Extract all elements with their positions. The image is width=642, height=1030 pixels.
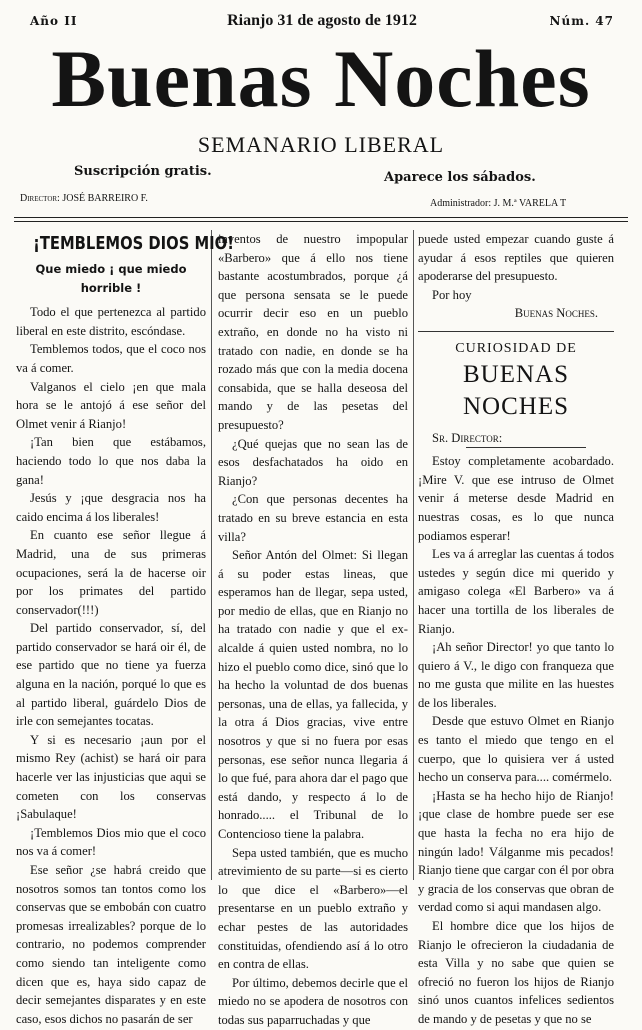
paragraph: Ese señor ¿se habrá creido que nosotros somos tan tontos como los conservas que se embobán con cuatro promesas irrealizables? porque de lo contrario, no podemos comprender como siendo tan inteligente como dicen que es, haya sido capaz de decir semejantes disparates y en este caso, esos dichos no pasarán de ser	[16, 863, 206, 1026]
newspaper-title: Buenas Noches	[51, 33, 591, 124]
header-rule-thin	[14, 221, 628, 222]
paragraph: Les va á arreglar las cuentas á todos ustedes y según dice mi querido y amigaso colega «El Barbero» va á hacer una tortilla de los liberales de Rianjo.	[418, 547, 614, 636]
column-2	[218, 230, 408, 1030]
paragraph: Estoy completamente acobardado. ¡Mire V. que ese intruso de Olmet venir á meterse desde Madrid en nuestras cosas, es lo que nunca podiamos esperar!	[418, 454, 614, 543]
article-headline: ¡TEMBLEMOS DIOS MIO!	[33, 233, 234, 254]
paragraph: En cuanto ese señor llegue á Madrid, una de sus primeras ocupaciones, será la de hacerse oir por los primates del partido conservador(!!!)	[16, 528, 206, 617]
paragraph: inventos de nuestro impopular «Barbero» que á ello nos tiene bastante acostumbrados, porque ¿á que persona sensata se le puede ocurrir decir eso en un pueblo extraño, en donde no ha visto ni tratado con nadie, en donde se ha rozado más que con la media docena consabida, que se halla deseosa del mando y de las pesetas del presupuesto?	[218, 232, 408, 432]
paragraph: puede usted empezar cuando guste á ayudar á esos reptiles que quieren apoderarse del presupuesto.	[418, 232, 614, 284]
paragraph: Por último, debemos decirle que el miedo no se apodera de nosotros con todas sus paparruchadas y que	[218, 975, 408, 1027]
signature: Buenas Noches.	[514, 306, 598, 321]
column-divider	[211, 230, 212, 880]
paragraph: El hombre dice que los hijos de Rianjo le ofrecieron la ciudadania de esta Villa y no sabe que quien se ofreció no fueron los hijos de Rianjo sinó unos cuantos infelices sedientos de mando y de pesetas y que no se	[418, 919, 614, 1026]
newspaper-subtitle: SEMANARIO LIBERAL	[197, 132, 445, 157]
paragraph: Del partido conservador, sí, del partido conservador se hará oir él, de ese partido que no tiene ya fuerza alguna en la nación, porqué lo que es al partido liberal, guárdelo Dios de irle con semejantes tocatas.	[16, 621, 206, 729]
paragraph: ¡Temblemos Dios mio que el coco nos va á comer!	[16, 825, 206, 859]
administrator-line: Administrador: J. M.ª VARELA T	[430, 198, 567, 209]
paragraph: Todo el que pertenezca al partido liberal en este distrito, escóndase.	[16, 305, 206, 338]
issue-year: Año II	[30, 14, 78, 28]
column-1	[16, 230, 234, 1028]
paragraph: Y si es necesario ¡aun por el mismo Rey (achist) se hará oir para hacerle ver las injusticias que aqui se cometen con los conservas ¡Sabulaque!	[16, 732, 206, 822]
subscription-note: Suscripción gratis.	[74, 164, 212, 179]
header-line	[30, 12, 614, 32]
paragraph: Señor Antón del Olmet: Si llegan á su poder estas lineas, que esperamos han de llegar, sepa usted, por medio de ellas, que en Rianjo no ha tratado con nadie y que el ex-alcalde á quien usted nombra, no lo hizo el pueblo como dice, sinó que lo ha hecho la voluntad de dos buenas personas, una de ellas, ya fallecida, y la otra á Dios gracias, vive entre nosotros y que si no fuera por esas personas, ese señor nunca llegaria á lo que fué, para ahora dar el pago que está dando, y respecto á lo de honrado..... el Tribunal de lo Contencioso tiene la palabra.	[218, 548, 408, 841]
paragraph: Jesús y ¡que desgracia nos ha caido encima á los liberales!	[16, 491, 206, 524]
header-rule	[14, 217, 628, 218]
director-label: Director:	[20, 193, 60, 204]
paragraph: ¡Tan bien que estábamos, haciendo todo lo que nos daba la gana!	[16, 435, 206, 487]
salutation: Sr. Director:	[432, 430, 503, 445]
section-kicker: CURIOSIDAD DE	[455, 340, 577, 356]
paragraph: ¿Con que personas decentes ha tratado en su breve estancia en esta villa?	[218, 492, 408, 544]
director-line	[20, 193, 148, 204]
article-subheadline: Que miedo ¡ que miedo horrible !	[35, 262, 187, 295]
issue-number: Núm. 47	[549, 14, 614, 28]
paragraph: Temblemos todos, que el coco nos va á comer.	[16, 342, 206, 375]
paragraph: ¡Hasta se ha hecho hijo de Rianjo! ¡que clase de hombre puede ser ese que hasta la fecha no era hijo de ningún lado! Válganme mis pecados! Rianjo tiene que cargar con él por obra y gracia de los conservas que obran de verdad como si aqui mandasen algo.	[418, 788, 614, 915]
director-name: JOSÉ BARREIRO F.	[62, 193, 148, 204]
paragraph: Desde que estuvo Olmet en Rianjo es tanto el miedo que tengo en el cuerpo, que lo quisiera ver á usted hecho un conserva para.... comérmelo.	[418, 714, 614, 785]
closing-phrase: Por hoy	[432, 287, 472, 302]
column-divider	[413, 230, 414, 880]
paragraph: ¿Qué quejas que no sean las de esos desfachatados ha oido en Rianjo?	[218, 436, 408, 488]
publication-schedule: Aparece los sábados.	[384, 170, 536, 185]
section-rule	[418, 331, 614, 332]
section-title: BUENAS NOCHES	[462, 360, 569, 420]
column-3	[418, 230, 614, 1029]
salutation-rule	[466, 447, 586, 448]
paragraph: ¡Ah señor Director! yo que tanto lo quiero á V., le digo con franqueza que no me gusta que milite en las huestes de los liberales.	[418, 640, 614, 710]
paragraph: Sepa usted también, que es mucho atrevimiento de su parte—si es cierto lo que dice el «Barbero»—el presentarse en un pueblo extraño y echar pestes de las autoridades constituidas, ofendiendo así á lo otro en contra de ellas.	[218, 845, 408, 972]
issue-date: Rianjo 31 de agosto de 1912	[227, 12, 417, 29]
paragraph: Valganos el cielo ¡en que mala hora se le antojó á ese señor del Olmet venir á Rianjo!	[16, 379, 206, 431]
